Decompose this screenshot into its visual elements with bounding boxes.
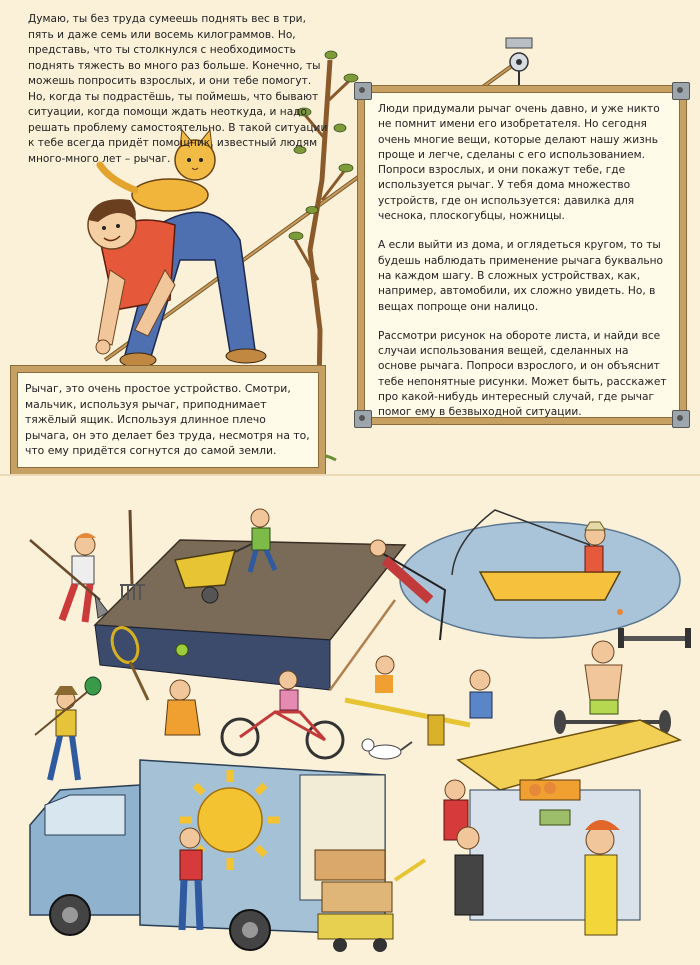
intro-text: Думаю, ты без труда сумеешь поднять вес в три, пять и даже семь или восемь килограммов. Но, представь, что ты столкнулся с необходимость поднять тяжесть во много раз больше. Конечно, ты можешь попросить взрослых, и они тебе помогут. Но, когда ты подрастёшь, ты поймешь, что бывают ситуации, когда помощи ждать неоткуда, и надо решать проблему самостоятельно. В такой ситуации к тебе всегда придёт помощник, известный людям много-много лет – рычаг.	[28, 13, 328, 165]
hand-truck-icon	[315, 850, 425, 952]
scale-stall-icon	[444, 720, 680, 935]
caption-text: Рычаг, это очень простое устройство. Смотри, мальчик, используя рычаг, приподнимает тяжёлый ящик. Используя длинное плечо рычага, он это делает без труда, несмотря на то, что ему придётся согнутся до самой земли.	[25, 382, 310, 457]
corner-bracket-icon	[354, 82, 372, 100]
corner-bracket-icon	[354, 410, 372, 428]
boy-lifting-box-icon	[88, 199, 266, 367]
info-text-block	[378, 102, 668, 435]
info-frame	[358, 86, 686, 424]
info-paragraph-3: Рассмотри рисунок на обороте листа, и найди все случаи использования вещей, сделанных на основе рычага. Попроси взрослого, и он объяснит тебе непонятные рисунки. Может быть, расскажет про какой-нибудь интересный случай, где рычаг помог ему в безвыходной ситуации.	[378, 329, 667, 419]
pulley-icon	[506, 38, 532, 86]
info-paragraph-1: Люди придумали рычаг очень давно, и уже никто не помнит имени его изобретателя. Но сегодня очень многие вещи, которые делают нашу жизнь проще и легче, сделаны с его использованием. Попроси взрослых, и они покажут тебе, где используется рычаг. У тебя дома множество устройств, где он используется: давилка для чеснока, плоскогубцы, ножницы.	[378, 103, 660, 223]
corner-bracket-icon	[672, 82, 690, 100]
weightlifter-icon	[554, 628, 691, 734]
seesaw-icon	[345, 656, 492, 745]
shovel-worker-icon	[30, 533, 108, 622]
caption-frame	[11, 366, 325, 474]
hobo-bindle-icon	[35, 677, 101, 780]
info-paragraph-2: А если выйти из дома, и оглядеться кругом, то ты будешь наблюдать применение рычага буквально на каждом шагу. В сложных устройствах, как, например, автомобили, их сложно увидеть. Но, в вещах попроще они налицо.	[378, 239, 663, 313]
corner-bracket-icon	[672, 410, 690, 428]
section-divider	[0, 474, 700, 476]
dog-icon	[362, 739, 412, 759]
